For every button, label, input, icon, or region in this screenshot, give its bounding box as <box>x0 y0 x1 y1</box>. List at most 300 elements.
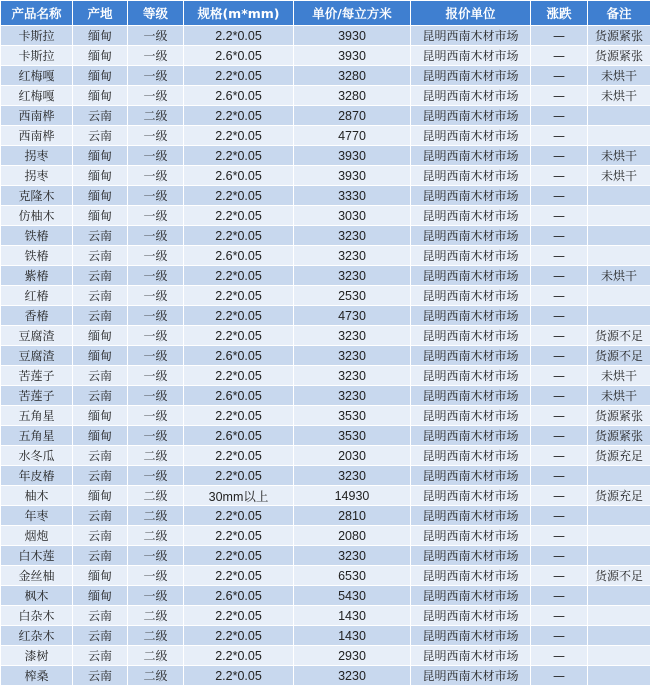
remark-cell: 未烘干 <box>588 266 651 286</box>
change-cell: — <box>531 66 588 86</box>
spec-cell: 2.6*0.05 <box>184 166 294 186</box>
quote-unit-cell: 昆明西南木材市场 <box>411 606 531 626</box>
spec-cell: 2.2*0.05 <box>184 526 294 546</box>
grade-cell: 一级 <box>128 86 184 106</box>
spec-cell: 2.2*0.05 <box>184 446 294 466</box>
quote-unit-cell: 昆明西南木材市场 <box>411 46 531 66</box>
remark-cell: 货源紧张 <box>588 426 651 446</box>
spec-cell: 2.6*0.05 <box>184 346 294 366</box>
spec-cell: 30mm以上 <box>184 486 294 506</box>
spec-cell: 2.2*0.05 <box>184 566 294 586</box>
product-name-cell: 红梅嘎 <box>1 66 73 86</box>
table-row <box>1 446 651 466</box>
table-row <box>1 86 651 106</box>
origin-cell: 缅甸 <box>73 186 128 206</box>
spec-cell: 2.2*0.05 <box>184 266 294 286</box>
spec-cell: 2.2*0.05 <box>184 326 294 346</box>
quote-unit-cell: 昆明西南木材市场 <box>411 306 531 326</box>
quote-unit-cell: 昆明西南木材市场 <box>411 466 531 486</box>
grade-cell: 二级 <box>128 486 184 506</box>
change-cell: — <box>531 126 588 146</box>
quote-unit-cell: 昆明西南木材市场 <box>411 146 531 166</box>
price-cell: 1430 <box>294 606 411 626</box>
table-row <box>1 246 651 266</box>
grade-cell: 一级 <box>128 346 184 366</box>
product-name-cell: 漆树 <box>1 646 73 666</box>
quote-unit-cell: 昆明西南木材市场 <box>411 386 531 406</box>
price-cell: 3030 <box>294 206 411 226</box>
change-cell: — <box>531 386 588 406</box>
change-cell: — <box>531 146 588 166</box>
remark-cell <box>588 626 651 646</box>
spec-cell: 2.2*0.05 <box>184 206 294 226</box>
grade-cell: 一级 <box>128 386 184 406</box>
change-cell: — <box>531 566 588 586</box>
origin-cell: 云南 <box>73 626 128 646</box>
grade-cell: 一级 <box>128 66 184 86</box>
origin-cell: 云南 <box>73 606 128 626</box>
quote-unit-cell: 昆明西南木材市场 <box>411 486 531 506</box>
product-name-cell: 仿柚木 <box>1 206 73 226</box>
table-row <box>1 606 651 626</box>
spec-cell: 2.6*0.05 <box>184 586 294 606</box>
product-name-cell: 苦莲子 <box>1 366 73 386</box>
quote-unit-cell: 昆明西南木材市场 <box>411 166 531 186</box>
quote-unit-cell: 昆明西南木材市场 <box>411 246 531 266</box>
remark-cell: 货源紧张 <box>588 26 651 46</box>
product-name-cell: 年皮椿 <box>1 466 73 486</box>
table-row <box>1 526 651 546</box>
grade-cell: 一级 <box>128 246 184 266</box>
origin-cell: 云南 <box>73 506 128 526</box>
header-change: 涨跌 <box>531 1 588 26</box>
spec-cell: 2.2*0.05 <box>184 226 294 246</box>
product-name-cell: 枫木 <box>1 586 73 606</box>
grade-cell: 一级 <box>128 166 184 186</box>
table-row <box>1 106 651 126</box>
grade-cell: 二级 <box>128 626 184 646</box>
change-cell: — <box>531 586 588 606</box>
header-origin: 产地 <box>73 1 128 26</box>
change-cell: — <box>531 426 588 446</box>
quote-unit-cell: 昆明西南木材市场 <box>411 66 531 86</box>
grade-cell: 一级 <box>128 426 184 446</box>
price-cell: 2530 <box>294 286 411 306</box>
remark-cell: 未烘干 <box>588 166 651 186</box>
price-cell: 3530 <box>294 426 411 446</box>
table-row <box>1 586 651 606</box>
quote-unit-cell: 昆明西南木材市场 <box>411 106 531 126</box>
origin-cell: 缅甸 <box>73 426 128 446</box>
table-row <box>1 666 651 686</box>
spec-cell: 2.6*0.05 <box>184 386 294 406</box>
price-cell: 2930 <box>294 646 411 666</box>
grade-cell: 二级 <box>128 606 184 626</box>
origin-cell: 缅甸 <box>73 406 128 426</box>
product-name-cell: 白杂木 <box>1 606 73 626</box>
table-row <box>1 346 651 366</box>
product-name-cell: 白木莲 <box>1 546 73 566</box>
price-cell: 2080 <box>294 526 411 546</box>
table-row <box>1 566 651 586</box>
price-cell: 6530 <box>294 566 411 586</box>
table-row <box>1 126 651 146</box>
change-cell: — <box>531 246 588 266</box>
price-cell: 3280 <box>294 86 411 106</box>
quote-unit-cell: 昆明西南木材市场 <box>411 426 531 446</box>
grade-cell: 一级 <box>128 126 184 146</box>
remark-cell: 未烘干 <box>588 146 651 166</box>
product-name-cell: 水冬瓜 <box>1 446 73 466</box>
quote-unit-cell: 昆明西南木材市场 <box>411 26 531 46</box>
product-name-cell: 西南桦 <box>1 126 73 146</box>
price-cell: 2030 <box>294 446 411 466</box>
price-cell: 4730 <box>294 306 411 326</box>
spec-cell: 2.2*0.05 <box>184 606 294 626</box>
origin-cell: 云南 <box>73 466 128 486</box>
spec-cell: 2.6*0.05 <box>184 86 294 106</box>
grade-cell: 二级 <box>128 666 184 686</box>
product-name-cell: 紫椿 <box>1 266 73 286</box>
table-row <box>1 326 651 346</box>
grade-cell: 一级 <box>128 586 184 606</box>
product-name-cell: 铁椿 <box>1 246 73 266</box>
origin-cell: 云南 <box>73 226 128 246</box>
table-row <box>1 466 651 486</box>
origin-cell: 缅甸 <box>73 326 128 346</box>
price-cell: 3230 <box>294 226 411 246</box>
spec-cell: 2.2*0.05 <box>184 186 294 206</box>
spec-cell: 2.2*0.05 <box>184 506 294 526</box>
origin-cell: 缅甸 <box>73 146 128 166</box>
change-cell: — <box>531 106 588 126</box>
price-cell: 3280 <box>294 66 411 86</box>
origin-cell: 云南 <box>73 126 128 146</box>
spec-cell: 2.2*0.05 <box>184 26 294 46</box>
remark-cell <box>588 466 651 486</box>
quote-unit-cell: 昆明西南木材市场 <box>411 206 531 226</box>
quote-unit-cell: 昆明西南木材市场 <box>411 546 531 566</box>
grade-cell: 一级 <box>128 226 184 246</box>
change-cell: — <box>531 646 588 666</box>
product-name-cell: 克隆木 <box>1 186 73 206</box>
price-cell: 3930 <box>294 146 411 166</box>
quote-unit-cell: 昆明西南木材市场 <box>411 226 531 246</box>
remark-cell: 未烘干 <box>588 66 651 86</box>
origin-cell: 云南 <box>73 646 128 666</box>
product-name-cell: 红椿 <box>1 286 73 306</box>
product-name-cell: 卡斯拉 <box>1 26 73 46</box>
remark-cell <box>588 246 651 266</box>
price-cell: 4770 <box>294 126 411 146</box>
quote-unit-cell: 昆明西南木材市场 <box>411 366 531 386</box>
table-row <box>1 366 651 386</box>
origin-cell: 云南 <box>73 386 128 406</box>
quote-unit-cell: 昆明西南木材市场 <box>411 286 531 306</box>
spec-cell: 2.2*0.05 <box>184 546 294 566</box>
remark-cell <box>588 186 651 206</box>
change-cell: — <box>531 406 588 426</box>
header-quote-unit: 报价单位 <box>411 1 531 26</box>
origin-cell: 缅甸 <box>73 586 128 606</box>
origin-cell: 缅甸 <box>73 566 128 586</box>
remark-cell <box>588 506 651 526</box>
spec-cell: 2.2*0.05 <box>184 126 294 146</box>
quote-unit-cell: 昆明西南木材市场 <box>411 446 531 466</box>
table-row <box>1 426 651 446</box>
quote-unit-cell: 昆明西南木材市场 <box>411 266 531 286</box>
quote-unit-cell: 昆明西南木材市场 <box>411 666 531 686</box>
origin-cell: 云南 <box>73 106 128 126</box>
grade-cell: 一级 <box>128 406 184 426</box>
spec-cell: 2.2*0.05 <box>184 466 294 486</box>
quote-unit-cell: 昆明西南木材市场 <box>411 126 531 146</box>
grade-cell: 二级 <box>128 506 184 526</box>
table-row <box>1 66 651 86</box>
origin-cell: 云南 <box>73 526 128 546</box>
change-cell: — <box>531 626 588 646</box>
table-row <box>1 26 651 46</box>
price-cell: 5430 <box>294 586 411 606</box>
origin-cell: 云南 <box>73 666 128 686</box>
grade-cell: 二级 <box>128 106 184 126</box>
table-row <box>1 406 651 426</box>
grade-cell: 一级 <box>128 286 184 306</box>
grade-cell: 一级 <box>128 546 184 566</box>
spec-cell: 2.2*0.05 <box>184 306 294 326</box>
product-name-cell: 红杂木 <box>1 626 73 646</box>
table-row <box>1 226 651 246</box>
price-cell: 3230 <box>294 266 411 286</box>
remark-cell: 货源紧张 <box>588 406 651 426</box>
grade-cell: 一级 <box>128 146 184 166</box>
spec-cell: 2.6*0.05 <box>184 426 294 446</box>
remark-cell <box>588 286 651 306</box>
table-row <box>1 166 651 186</box>
change-cell: — <box>531 306 588 326</box>
product-name-cell: 西南桦 <box>1 106 73 126</box>
origin-cell: 云南 <box>73 286 128 306</box>
change-cell: — <box>531 526 588 546</box>
change-cell: — <box>531 506 588 526</box>
product-name-cell: 年枣 <box>1 506 73 526</box>
product-name-cell: 铁椿 <box>1 226 73 246</box>
remark-cell <box>588 606 651 626</box>
origin-cell: 缅甸 <box>73 166 128 186</box>
product-name-cell: 榨桑 <box>1 666 73 686</box>
table-row <box>1 46 651 66</box>
price-cell: 3930 <box>294 166 411 186</box>
table-row <box>1 146 651 166</box>
price-cell: 3230 <box>294 246 411 266</box>
grade-cell: 一级 <box>128 206 184 226</box>
remark-cell: 货源充足 <box>588 446 651 466</box>
remark-cell <box>588 106 651 126</box>
product-name-cell: 五角星 <box>1 406 73 426</box>
table-row <box>1 206 651 226</box>
table-row <box>1 306 651 326</box>
quote-unit-cell: 昆明西南木材市场 <box>411 526 531 546</box>
spec-cell: 2.2*0.05 <box>184 66 294 86</box>
quote-unit-cell: 昆明西南木材市场 <box>411 506 531 526</box>
origin-cell: 云南 <box>73 546 128 566</box>
remark-cell <box>588 666 651 686</box>
price-cell: 3230 <box>294 546 411 566</box>
remark-cell <box>588 526 651 546</box>
price-cell: 2870 <box>294 106 411 126</box>
product-name-cell: 苦莲子 <box>1 386 73 406</box>
price-cell: 3230 <box>294 366 411 386</box>
table-row <box>1 646 651 666</box>
table-row <box>1 386 651 406</box>
table-body <box>1 26 651 686</box>
change-cell: — <box>531 666 588 686</box>
spec-cell: 2.2*0.05 <box>184 666 294 686</box>
remark-cell: 货源不足 <box>588 566 651 586</box>
price-cell: 2810 <box>294 506 411 526</box>
product-name-cell: 柚木 <box>1 486 73 506</box>
spec-cell: 2.2*0.05 <box>184 146 294 166</box>
grade-cell: 二级 <box>128 526 184 546</box>
change-cell: — <box>531 286 588 306</box>
change-cell: — <box>531 186 588 206</box>
product-name-cell: 金丝柚 <box>1 566 73 586</box>
price-cell: 1430 <box>294 626 411 646</box>
change-cell: — <box>531 206 588 226</box>
origin-cell: 缅甸 <box>73 46 128 66</box>
price-cell: 3230 <box>294 466 411 486</box>
origin-cell: 缅甸 <box>73 86 128 106</box>
spec-cell: 2.2*0.05 <box>184 106 294 126</box>
grade-cell: 二级 <box>128 446 184 466</box>
quote-unit-cell: 昆明西南木材市场 <box>411 186 531 206</box>
quote-unit-cell: 昆明西南木材市场 <box>411 86 531 106</box>
change-cell: — <box>531 226 588 246</box>
origin-cell: 云南 <box>73 366 128 386</box>
price-cell: 3230 <box>294 346 411 366</box>
grade-cell: 一级 <box>128 306 184 326</box>
quote-unit-cell: 昆明西南木材市场 <box>411 406 531 426</box>
change-cell: — <box>531 466 588 486</box>
spec-cell: 2.6*0.05 <box>184 246 294 266</box>
product-name-cell: 拐枣 <box>1 146 73 166</box>
origin-cell: 缅甸 <box>73 346 128 366</box>
remark-cell <box>588 306 651 326</box>
remark-cell: 未烘干 <box>588 386 651 406</box>
spec-cell: 2.2*0.05 <box>184 646 294 666</box>
change-cell: — <box>531 266 588 286</box>
change-cell: — <box>531 606 588 626</box>
origin-cell: 云南 <box>73 446 128 466</box>
change-cell: — <box>531 166 588 186</box>
grade-cell: 一级 <box>128 466 184 486</box>
table-row <box>1 286 651 306</box>
price-cell: 3230 <box>294 386 411 406</box>
change-cell: — <box>531 26 588 46</box>
remark-cell <box>588 206 651 226</box>
product-name-cell: 拐枣 <box>1 166 73 186</box>
origin-cell: 缅甸 <box>73 66 128 86</box>
remark-cell: 货源不足 <box>588 326 651 346</box>
spec-cell: 2.2*0.05 <box>184 626 294 646</box>
product-name-cell: 烟炮 <box>1 526 73 546</box>
grade-cell: 一级 <box>128 366 184 386</box>
remark-cell: 货源紧张 <box>588 46 651 66</box>
remark-cell <box>588 646 651 666</box>
grade-cell: 二级 <box>128 646 184 666</box>
spec-cell: 2.2*0.05 <box>184 366 294 386</box>
grade-cell: 一级 <box>128 46 184 66</box>
quote-unit-cell: 昆明西南木材市场 <box>411 646 531 666</box>
quote-unit-cell: 昆明西南木材市场 <box>411 346 531 366</box>
grade-cell: 一级 <box>128 186 184 206</box>
change-cell: — <box>531 546 588 566</box>
spec-cell: 2.6*0.05 <box>184 46 294 66</box>
grade-cell: 一级 <box>128 566 184 586</box>
origin-cell: 云南 <box>73 246 128 266</box>
price-cell: 3530 <box>294 406 411 426</box>
table-row <box>1 186 651 206</box>
table-row <box>1 626 651 646</box>
remark-cell: 货源不足 <box>588 346 651 366</box>
table-row <box>1 506 651 526</box>
origin-cell: 云南 <box>73 306 128 326</box>
remark-cell <box>588 126 651 146</box>
grade-cell: 一级 <box>128 326 184 346</box>
remark-cell: 未烘干 <box>588 86 651 106</box>
quote-unit-cell: 昆明西南木材市场 <box>411 626 531 646</box>
grade-cell: 一级 <box>128 26 184 46</box>
origin-cell: 缅甸 <box>73 486 128 506</box>
remark-cell <box>588 586 651 606</box>
remark-cell: 货源充足 <box>588 486 651 506</box>
quote-unit-cell: 昆明西南木材市场 <box>411 566 531 586</box>
origin-cell: 云南 <box>73 266 128 286</box>
table-row <box>1 266 651 286</box>
remark-cell <box>588 226 651 246</box>
price-cell: 3930 <box>294 26 411 46</box>
change-cell: — <box>531 346 588 366</box>
origin-cell: 缅甸 <box>73 206 128 226</box>
spec-cell: 2.2*0.05 <box>184 406 294 426</box>
change-cell: — <box>531 86 588 106</box>
change-cell: — <box>531 486 588 506</box>
remark-cell: 未烘干 <box>588 366 651 386</box>
header-product-name: 产品名称 <box>1 1 73 26</box>
table-row <box>1 486 651 506</box>
change-cell: — <box>531 326 588 346</box>
product-name-cell: 豆腐渣 <box>1 326 73 346</box>
table-row <box>1 546 651 566</box>
grade-cell: 一级 <box>128 266 184 286</box>
product-name-cell: 香椿 <box>1 306 73 326</box>
product-name-cell: 豆腐渣 <box>1 346 73 366</box>
remark-cell <box>588 546 651 566</box>
change-cell: — <box>531 366 588 386</box>
price-cell: 3230 <box>294 666 411 686</box>
quote-unit-cell: 昆明西南木材市场 <box>411 586 531 606</box>
price-cell: 3330 <box>294 186 411 206</box>
header-spec: 规格(m*mm) <box>184 1 294 26</box>
origin-cell: 缅甸 <box>73 26 128 46</box>
header-remark: 备注 <box>588 1 651 26</box>
spec-cell: 2.2*0.05 <box>184 286 294 306</box>
price-cell: 3230 <box>294 326 411 346</box>
change-cell: — <box>531 446 588 466</box>
price-cell: 3930 <box>294 46 411 66</box>
product-name-cell: 五角星 <box>1 426 73 446</box>
price-cell: 14930 <box>294 486 411 506</box>
